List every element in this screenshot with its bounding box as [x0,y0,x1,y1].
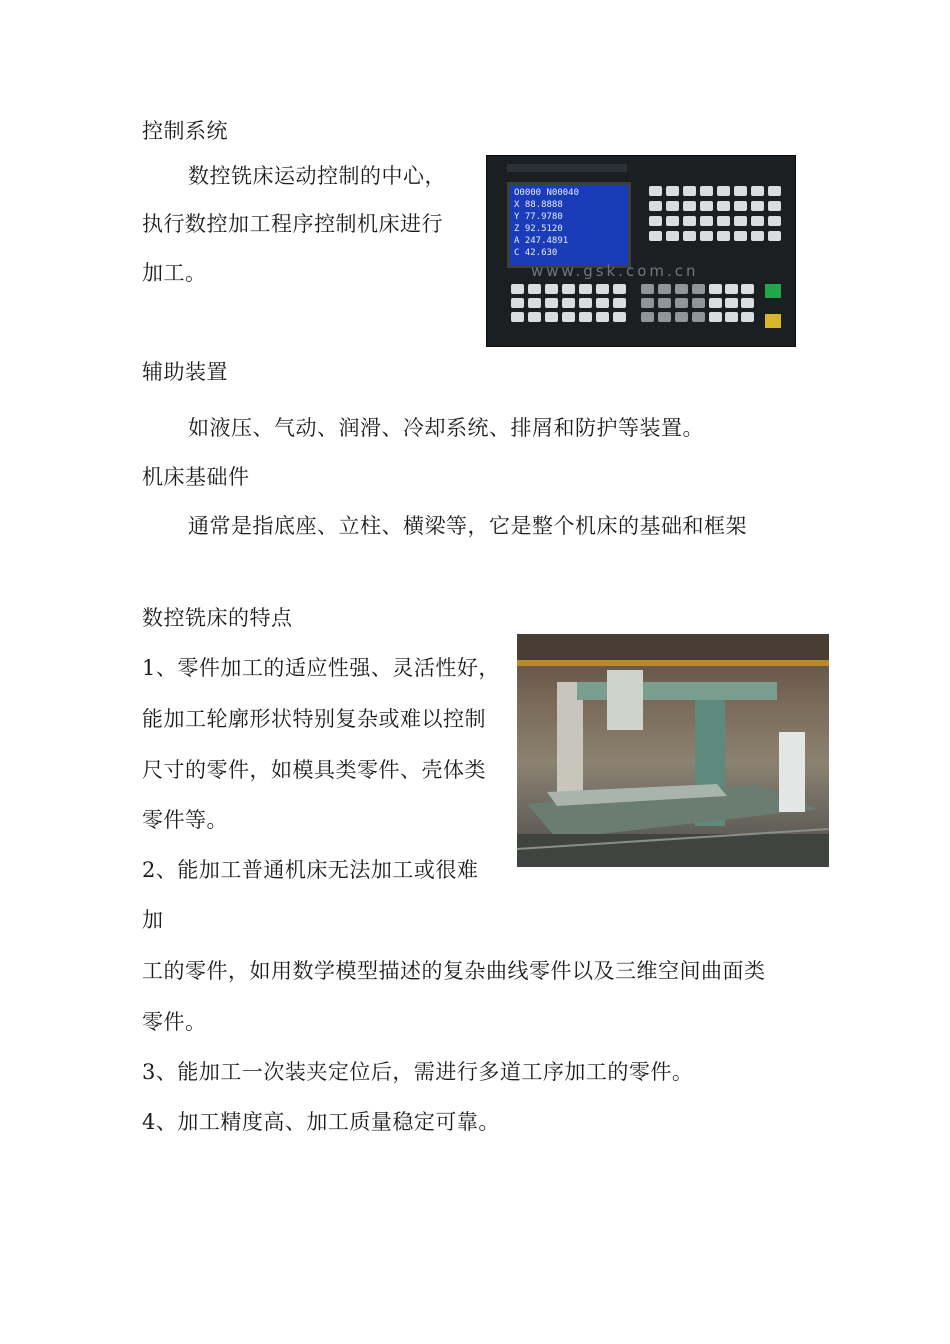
watermark-text: www.gsk.com.cn [531,262,699,280]
panel-key [725,312,738,322]
panel-key [734,186,747,196]
panel-key [511,284,524,294]
feature-line: 尺寸的零件，如模具类零件、壳体类 [142,758,486,782]
panel-key [683,201,696,211]
cnc-display-screen [507,182,631,268]
panel-key [545,298,558,308]
panel-key [692,298,705,308]
panel-key [641,312,654,322]
heading-machine-base: 机床基础件 [142,465,250,489]
panel-key [666,186,679,196]
feature-line: 零件等。 [142,808,228,832]
paragraph-line: 执行数控加工程序控制机床进行 [142,212,443,236]
panel-key [751,216,764,226]
panel-key [666,231,679,241]
panel-key [641,298,654,308]
panel-key [709,312,722,322]
panel-key [666,201,679,211]
panel-key [528,284,541,294]
gantry-milling-machine-photo [517,634,829,867]
panel-key [700,201,713,211]
panel-key [562,284,575,294]
feature-line: 能加工轮廓形状特别复杂或难以控制 [142,707,486,731]
panel-key [613,312,626,322]
panel-key [649,216,662,226]
panel-key [734,201,747,211]
panel-key [562,312,575,322]
panel-key [596,312,609,322]
panel-key [717,231,730,241]
panel-key [741,298,754,308]
panel-key [658,298,671,308]
panel-key [692,284,705,294]
panel-key [717,216,730,226]
paragraph-line: 加工。 [142,261,207,285]
panel-key [658,312,671,322]
paragraph-auxiliary: 如液压、气动、润滑、冷却系统、排屑和防护等装置。 [188,416,704,440]
feature-line: 3、能加工一次装夹定位后，需进行多道工序加工的零件。 [142,1060,694,1084]
panel-key [579,284,592,294]
feature-line: 工的零件，如用数学模型描述的复杂曲线零件以及三维空间曲面类 [142,959,766,983]
paragraph-line: 数控铣床运动控制的中心， [188,164,446,188]
heading-control-system: 控制系统 [142,119,228,143]
panel-key [596,298,609,308]
paragraph-machine-base: 通常是指底座、立柱、横梁等，它是整个机床的基础和框架 [188,514,747,538]
feed-hold-button-image [765,314,781,328]
panel-key [649,231,662,241]
panel-key [751,231,764,241]
panel-key [751,186,764,196]
panel-key [725,298,738,308]
screen-line: O0000 N00040 [514,188,580,198]
panel-key [579,312,592,322]
panel-header-bar [507,164,627,172]
panel-key [511,298,524,308]
panel-key [725,284,738,294]
panel-key [751,201,764,211]
panel-key [700,186,713,196]
panel-key [545,284,558,294]
heading-features: 数控铣床的特点 [142,606,293,630]
panel-key [768,201,781,211]
machine-illustration [517,634,829,867]
panel-key [717,186,730,196]
panel-key [613,284,626,294]
panel-key [613,298,626,308]
panel-key [562,298,575,308]
panel-key [649,186,662,196]
panel-key [709,284,722,294]
panel-key [528,312,541,322]
screen-line: Y 77.9780 [514,212,563,222]
panel-key [683,216,696,226]
panel-key [717,201,730,211]
panel-key [692,312,705,322]
screen-line: A 247.4891 [514,236,569,246]
panel-key [641,284,654,294]
screen-line: X 88.8888 [514,200,563,210]
panel-key [768,231,781,241]
feature-line: 4、加工精度高、加工质量稳定可靠。 [142,1110,500,1134]
panel-key [734,216,747,226]
panel-key [675,284,688,294]
panel-key [768,216,781,226]
panel-key [700,231,713,241]
panel-key [741,284,754,294]
panel-key [709,298,722,308]
screen-line: Z 92.5120 [514,224,563,234]
panel-key [683,186,696,196]
cycle-start-button-image [765,284,781,298]
cnc-control-panel-image [486,155,796,347]
feature-line: 1、零件加工的适应性强、灵活性好， [142,656,500,680]
panel-key [658,284,671,294]
panel-key [683,231,696,241]
feature-line: 加 [142,908,164,932]
panel-key [768,186,781,196]
feature-line: 零件。 [142,1010,207,1034]
panel-key [545,312,558,322]
panel-key [528,298,541,308]
screen-line: C 42.630 [514,248,558,258]
panel-key [700,216,713,226]
panel-key [511,312,524,322]
feature-line: 2、能加工普通机床无法加工或很难 [142,858,479,882]
panel-key [579,298,592,308]
panel-key [675,312,688,322]
panel-key [596,284,609,294]
heading-auxiliary-devices: 辅助装置 [142,360,228,384]
panel-key [734,231,747,241]
panel-key [675,298,688,308]
panel-key [666,216,679,226]
panel-key [741,312,754,322]
panel-key [649,201,662,211]
